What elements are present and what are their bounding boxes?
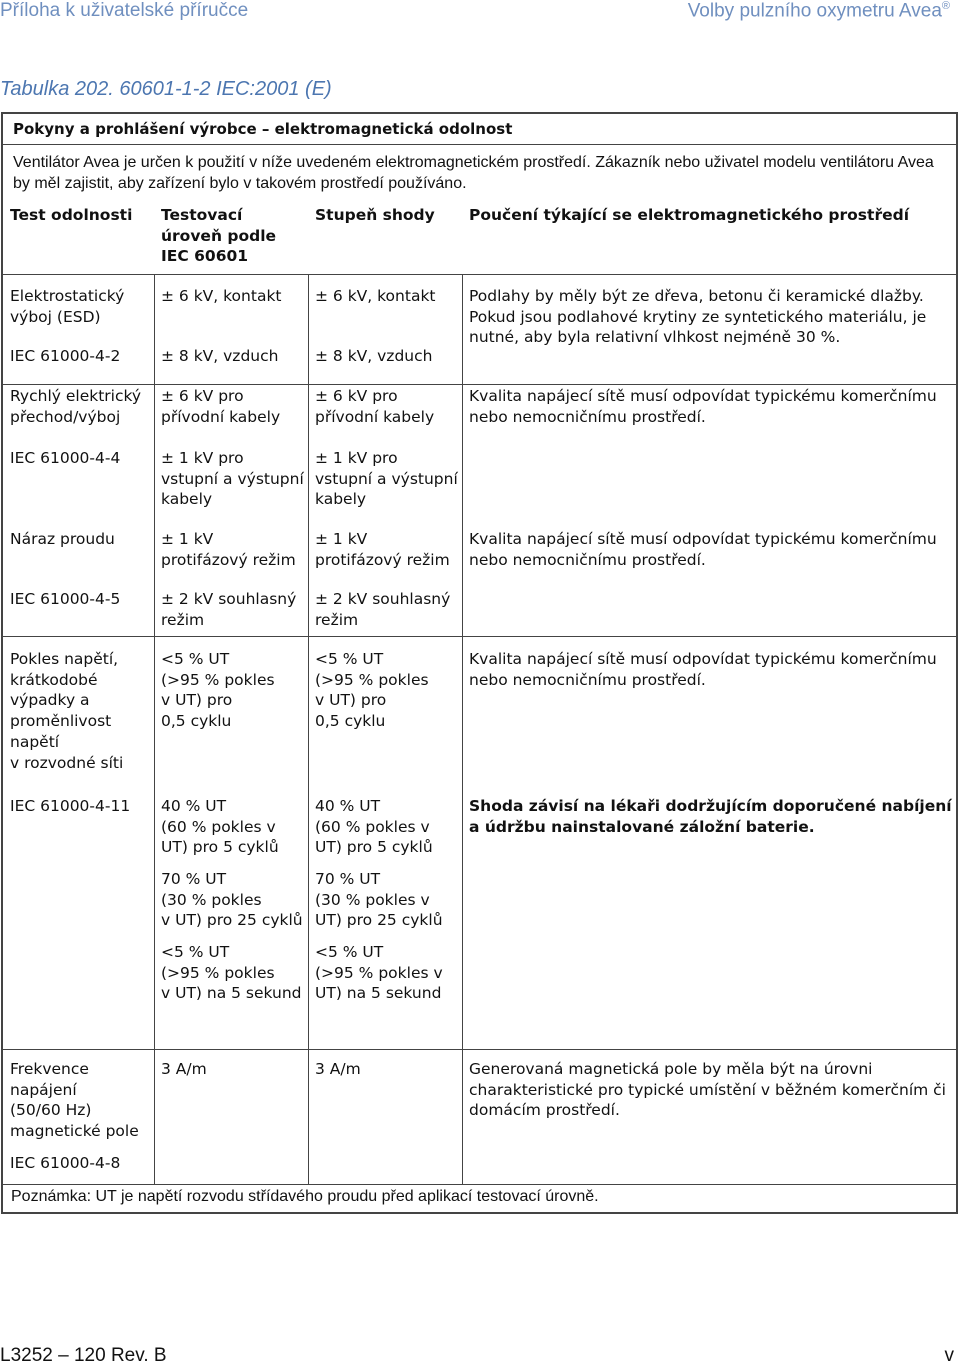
eft-level-power: ± 6 kV pro přívodní kabely [161,387,281,426]
column-header-compliance: Stupeň shody [315,206,435,224]
intro-text: Ventilátor Avea je určen k použití v níže uvedeném elektromagnetickém prostředí. Zákazník nebo uživatel modelu ventilátoru Avea by měl zajistit, aby zařízení bylo v takovém prostředí používáno. [13,154,934,192]
header-title: Příloha k uživatelské příručce [0,0,249,21]
column-divider [154,274,155,1184]
magnetic-standard: IEC 61000-4-8 [10,1154,121,1172]
dips-guidance: Kvalita napájecí sítě musí odpovídat typickému komerčnímu nebo nemocničnímu prostředí. [469,650,937,689]
dips-test-name: Pokles napětí, krátkodobé výpadky a proměnlivost napětí v rozvodné síti [10,650,124,772]
eft-guidance: Kvalita napájecí sítě musí odpovídat typickému komerčnímu nebo nemocničnímu prostředí. [469,387,937,426]
row-divider [3,1184,956,1185]
dips-level-3: 70 % UT (30 % pokles v UT) pro 25 cyklů [161,870,303,930]
dips-level-1: <5 % UT (>95 % pokles v UT) pro 0,5 cyklu [161,650,275,731]
surge-level-differential: ± 1 kV protifázový režim [161,530,296,569]
row-divider [3,636,956,637]
magnetic-guidance: Generovaná magnetická pole by měla být na úrovni charakteristické pro typické umístění v běžném komerčním či domácím prostředí. [469,1060,946,1120]
eft-standard: IEC 61000-4-4 [10,449,121,467]
document-revision: L3252 – 120 Rev. B [0,1345,167,1365]
esd-level-air: ± 8 kV, vzduch [161,347,279,365]
registered-mark: ® [941,0,950,12]
surge-test-name: Náraz proudu [10,530,115,548]
surge-level-common: ± 2 kV souhlasný režim [161,590,297,629]
eft-compliance-io: ± 1 kV pro vstupní a výstupní kabely [315,449,458,509]
magnetic-level: 3 A/m [161,1060,207,1078]
column-divider [462,274,463,1184]
dips-compliance-3: 70 % UT (30 % pokles v UT) pro 25 cyklů [315,870,443,930]
column-divider [308,274,309,1184]
surge-compliance-differential: ± 1 kV protifázový režim [315,530,450,569]
page-number: v [944,1345,954,1365]
magnetic-test-name: Frekvence napájení (50/60 Hz) magnetické pole [10,1060,139,1141]
esd-compliance-contact: ± 6 kV, kontakt [315,287,436,305]
row-divider [3,384,956,385]
header-product [688,0,950,22]
dips-compliance-1: <5 % UT (>95 % pokles v UT) pro 0,5 cyklu [315,650,429,731]
eft-compliance-power: ± 6 kV pro přívodní kabely [315,387,435,426]
section-title: Pokyny a prohlášení výrobce – elektromagnetická odolnost [13,120,513,138]
dips-standard: IEC 61000-4-11 [10,797,131,815]
dips-battery-note: Shoda závisí na lékaři dodržujícím doporučené nabíjení a údržbu nainstalované záložní baterie. [469,797,952,836]
magnetic-compliance: 3 A/m [315,1060,361,1078]
row-divider [3,1049,956,1050]
column-header-guidance: Poučení týkající se elektromagnetického prostředí [469,206,910,224]
surge-standard: IEC 61000-4-5 [10,590,121,608]
column-header-test: Test odolnosti [10,206,133,224]
surge-compliance-common: ± 2 kV souhlasný režim [315,590,451,629]
eft-level-io: ± 1 kV pro vstupní a výstupní kabely [161,449,304,509]
eft-test-name: Rychlý elektrický přechod/výboj [10,387,142,426]
header-product-name: Volby pulzního oxymetru Avea [687,0,942,22]
dips-compliance-4: <5 % UT (>95 % pokles v UT) na 5 sekund [315,943,443,1003]
esd-level-contact: ± 6 kV, kontakt [161,287,282,305]
surge-guidance: Kvalita napájecí sítě musí odpovídat typickému komerčnímu nebo nemocničnímu prostředí. [469,530,937,569]
row-divider [3,274,956,275]
dips-level-4: <5 % UT (>95 % pokles v UT) na 5 sekund [161,943,302,1003]
table-title: Tabulka 202. 60601-1-2 IEC:2001 (E) [0,78,332,100]
esd-guidance: Podlahy by měly být ze dřeva, betonu či keramické dlažby. Pokud jsou podlahové krytiny ze syntetického materiálu, je nutné, aby byla relativní vlhkost nejméně 30 %. [469,287,927,347]
esd-standard: IEC 61000-4-2 [10,347,121,365]
column-header-level: Testovací úroveň podle IEC 60601 [161,206,277,266]
dips-compliance-2: 40 % UT (60 % pokles v UT) pro 5 cyklů [315,797,433,857]
dips-level-2: 40 % UT (60 % pokles v UT) pro 5 cyklů [161,797,279,857]
esd-compliance-air: ± 8 kV, vzduch [315,347,433,365]
row-divider [3,144,956,145]
table-note: Poznámka: UT je napětí rozvodu střídavého proudu před aplikací testovací úrovně. [11,1188,599,1205]
esd-test-name: Elektrostatický výboj (ESD) [10,287,125,326]
